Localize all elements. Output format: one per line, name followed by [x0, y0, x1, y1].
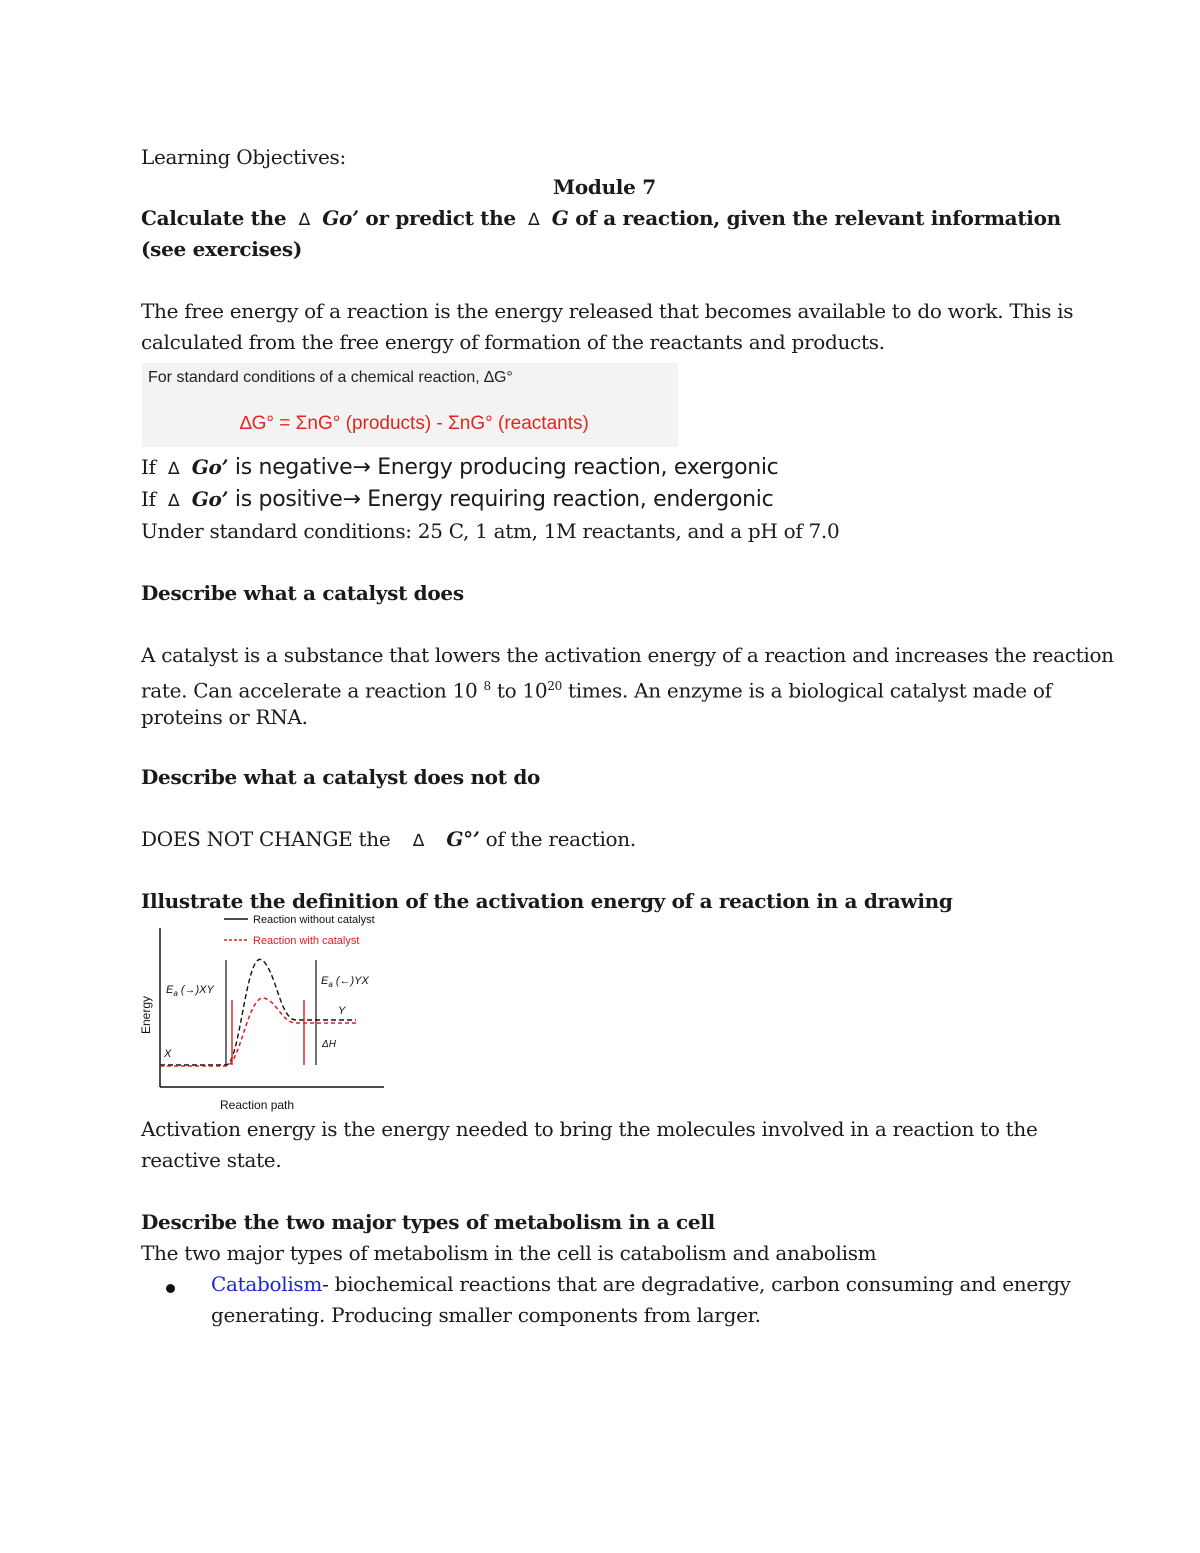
activation-paragraph-line2: reactive state. — [141, 1148, 282, 1172]
objective-text: of a reaction, given the relevant information — [568, 206, 1061, 230]
objective-catalyst-does: Describe what a catalyst does — [141, 581, 464, 605]
legend-with: Reaction with catalyst — [253, 935, 360, 947]
delta-symbol: ∆ — [528, 210, 540, 230]
condition-text: is negative→ Energy producing reaction, exergonic — [228, 455, 779, 480]
x-axis-label: Reaction path — [220, 1098, 295, 1112]
catabolism-text: - biochemical reactions that are degradative, carbon consuming and energy — [322, 1272, 1071, 1296]
catabolism-bullet-line2: generating. Producing smaller components from larger. — [211, 1303, 761, 1327]
delta-symbol: ∆ — [412, 831, 424, 851]
catalyst-paragraph-line1: A catalyst is a substance that lowers the activation energy of a reaction and increases the reaction — [141, 643, 1114, 667]
activation-energy-diagram — [128, 910, 398, 1115]
formula-equation: ∆G° = ΣnG° (products) - ΣnG° (reactants) — [240, 413, 589, 434]
objective-catalyst-does-not: Describe what a catalyst does not do — [141, 765, 541, 789]
ea-forward-label: $E_a$ (→)XY — [166, 984, 214, 998]
notdo-text: of the reaction. — [479, 827, 636, 851]
objective-text: Calculate the — [141, 206, 287, 230]
ea-reverse-label: $E_a$ (←)YX — [321, 975, 369, 989]
dh-label: ΔH — [322, 1039, 336, 1050]
objective-calculate — [141, 203, 1061, 236]
free-energy-paragraph-line1: The free energy of a reaction is the energy released that becomes available to do work. This is — [141, 299, 1074, 323]
condition-negative — [141, 452, 778, 485]
delta-symbol: ∆ — [298, 210, 310, 230]
metabolism-intro: The two major types of metabolism in the cell is catabolism and anabolism — [141, 1241, 877, 1265]
label-y: Y — [338, 1005, 346, 1017]
does-not-change-line — [141, 824, 636, 857]
curve-with-catalyst — [160, 998, 356, 1066]
gibbs-symbol: G — [551, 206, 569, 230]
bullet-icon — [166, 1284, 175, 1293]
catalyst-text: to 10 — [490, 678, 548, 703]
gibbs-symbol: Go’ — [191, 455, 229, 479]
module-title: Module 7 — [553, 175, 656, 199]
condition-positive — [141, 484, 773, 517]
activation-paragraph-line1: Activation energy is the energy needed to bring the molecules involved in a reaction to the — [141, 1117, 1038, 1141]
legend-without: Reaction without catalyst — [253, 914, 375, 926]
notdo-text: DOES NOT CHANGE the — [141, 827, 391, 851]
objective-metabolism: Describe the two major types of metabolism in a cell — [141, 1210, 715, 1234]
standard-conditions: Under standard conditions: 25 C, 1 atm, 1M reactants, and a pH of 7.0 — [141, 519, 840, 543]
objective-calculate-line2: (see exercises) — [141, 237, 303, 261]
formula-caption: For standard conditions of a chemical reaction, ∆G° — [148, 369, 513, 386]
learning-objectives-heading: Learning Objectives: — [141, 145, 346, 169]
catabolism-link[interactable]: Catabolism — [211, 1272, 323, 1296]
exponent: 8 — [483, 679, 491, 693]
catalyst-text: times. An enzyme is a biological catalyst made of — [561, 678, 1052, 703]
delta-symbol: ∆ — [168, 459, 180, 479]
if-word: If — [141, 487, 156, 511]
label-x: X — [164, 1048, 172, 1060]
gibbs-symbol: Go’ — [191, 487, 229, 511]
y-axis-label: Energy — [139, 995, 153, 1034]
exponent: 20 — [547, 679, 562, 693]
catabolism-bullet-line1 — [211, 1269, 1071, 1300]
gibbs-symbol: Go’ — [322, 206, 359, 230]
if-word: If — [141, 455, 156, 479]
free-energy-paragraph-line2: calculated from the free energy of formation of the reactants and products. — [141, 330, 885, 354]
catalyst-text: rate. Can accelerate a reaction 10 — [141, 678, 478, 703]
objective-text: or predict the — [358, 206, 516, 230]
condition-text: is positive→ Energy requiring reaction, endergonic — [228, 487, 774, 512]
formula-image — [142, 363, 678, 447]
delta-symbol: ∆ — [168, 491, 180, 511]
catalyst-paragraph-line3: proteins or RNA. — [141, 705, 308, 729]
objective-activation-energy: Illustrate the definition of the activation energy of a reaction in a drawing — [141, 889, 953, 913]
gibbs-symbol: G°’ — [446, 827, 480, 851]
